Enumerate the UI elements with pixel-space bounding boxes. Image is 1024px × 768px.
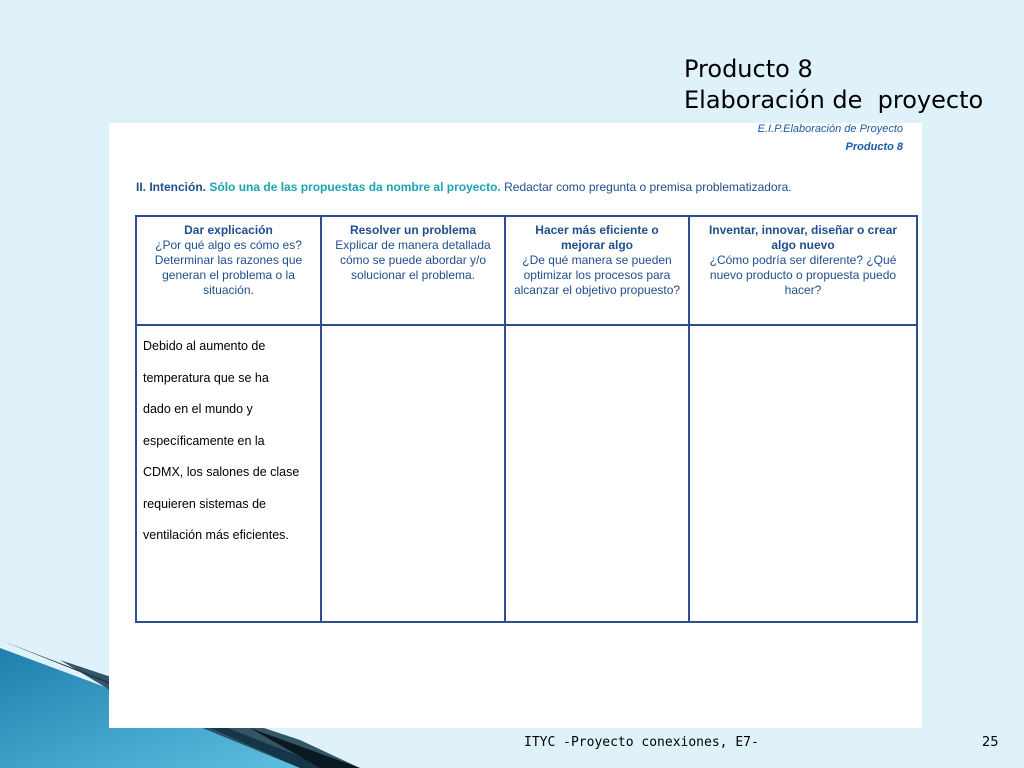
document-header-product: Producto 8 bbox=[845, 141, 903, 153]
slide-number: 25 bbox=[982, 735, 999, 750]
column-header-solve bbox=[321, 216, 505, 325]
answer-cell-explain bbox=[136, 325, 321, 622]
section-heading bbox=[136, 180, 792, 194]
answer-line: Debido al aumento de bbox=[143, 339, 266, 353]
column-description: ¿Por qué algo es cómo es? Determinar las razones que generan el problema o la situación. bbox=[154, 238, 303, 297]
column-header-improve bbox=[505, 216, 689, 325]
answer-cell-improve bbox=[505, 325, 689, 622]
table-answer-row bbox=[136, 325, 917, 622]
column-title: Hacer más eficiente o mejorar algo bbox=[535, 223, 659, 252]
column-description: ¿De qué manera se pueden optimizar los procesos para alcanzar el objetivo propuesto? bbox=[513, 253, 681, 297]
table-header-row bbox=[136, 216, 917, 325]
answer-line: requieren sistemas de bbox=[143, 496, 266, 511]
intention-table bbox=[135, 215, 918, 623]
column-description: Explicar de manera detallada cómo se puede abordar y/o solucionar el problema. bbox=[335, 238, 491, 282]
slide-title-line-2: Elaboración de proyecto bbox=[684, 86, 984, 114]
column-title: Resolver un problema bbox=[349, 223, 477, 237]
section-highlight: Sólo una de las propuestas da nombre al proyecto. bbox=[209, 180, 501, 194]
slide-title-line-1: Producto 8 bbox=[684, 55, 813, 83]
answer-line: dado en el mundo y bbox=[143, 402, 253, 416]
column-description: ¿Cómo podría ser diferente? ¿Qué nuevo producto o propuesta puedo hacer? bbox=[709, 253, 897, 297]
column-header-invent bbox=[689, 216, 917, 325]
document-header-subject: E.I.P.Elaboración de Proyecto bbox=[757, 123, 903, 135]
answer-line: temperatura que se ha bbox=[143, 370, 269, 385]
document-image bbox=[109, 123, 922, 728]
answer-cell-invent bbox=[689, 325, 917, 622]
document-header bbox=[758, 123, 903, 154]
column-header-explain bbox=[136, 216, 321, 325]
column-title: Dar explicación bbox=[184, 223, 273, 237]
slide-title bbox=[684, 54, 983, 116]
answer-line: ventilación más eficientes. bbox=[143, 528, 289, 542]
answer-cell-solve bbox=[321, 325, 505, 622]
answer-text bbox=[143, 331, 314, 552]
answer-line: específicamente en la bbox=[143, 433, 265, 448]
column-title: Inventar, innovar, diseñar o crear algo nuevo bbox=[708, 223, 898, 252]
slide-footer: ITYC -Proyecto conexiones, E7- bbox=[524, 735, 759, 750]
section-number: II. Intención. bbox=[136, 180, 207, 194]
section-instruction: Redactar como pregunta o premisa problematizadora. bbox=[504, 180, 792, 194]
answer-line: CDMX, los salones de clase bbox=[143, 465, 300, 479]
